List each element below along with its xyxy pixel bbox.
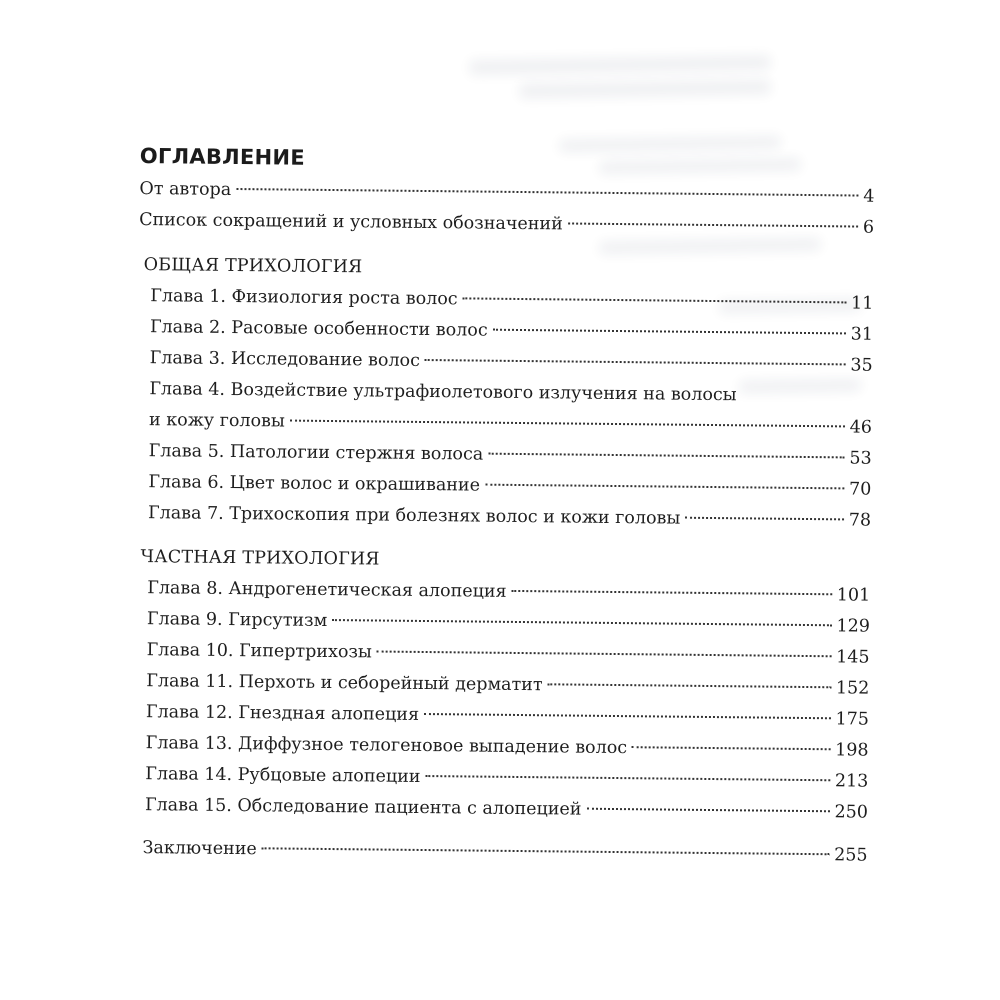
leader-dots <box>485 484 844 490</box>
toc-entry-label: Глава 8. Андрогенетическая алопеция <box>147 578 507 602</box>
toc-entry-page: 4 <box>863 186 875 207</box>
leader-dots <box>425 775 829 781</box>
leader-dots <box>587 808 830 813</box>
toc-entry-label: Глава 15. Обследование пациента с алопецией <box>144 795 582 820</box>
leader-dots <box>332 619 831 626</box>
toc-entry-label: Глава 4. Воздействие ультрафиолетового излучения на волосы <box>149 379 737 406</box>
leader-dots <box>425 359 845 365</box>
toc-entry-page: 31 <box>850 324 874 345</box>
toc-entry-page: 255 <box>834 845 868 866</box>
toc-entry-label: Глава 14. Рубцовые алопеции <box>145 764 421 787</box>
toc-entry-chapter-7[interactable] <box>136 498 871 537</box>
leader-dots <box>512 590 832 595</box>
toc-entry-page: 70 <box>848 479 872 500</box>
toc-entry-page: 152 <box>835 678 870 699</box>
toc-entry-label: Список сокращений и условных обозначений <box>139 209 563 235</box>
leader-dots <box>685 517 843 521</box>
leader-dots <box>632 746 830 750</box>
toc-entry-page: 46 <box>849 417 873 438</box>
toc-entry-page: 129 <box>836 616 871 637</box>
section-heading-specific: ЧАСТНАЯ ТРИХОЛОГИЯ <box>140 547 380 570</box>
toc-entry-page: 250 <box>834 802 869 823</box>
toc-entry-page: 145 <box>836 647 870 668</box>
leader-dots <box>424 713 831 719</box>
leader-dots <box>236 188 858 197</box>
toc-entry-page: 6 <box>862 217 875 238</box>
table-of-contents <box>132 138 875 872</box>
toc-entry-label: Глава 2. Расовые особенности волос <box>149 317 488 341</box>
toc-entry-conclusion[interactable] <box>132 833 867 872</box>
section-heading-general: ОБЩАЯ ТРИХОЛОГИЯ <box>143 255 363 278</box>
toc-entry-label: Глава 7. Трихоскопия при болезнях волос и кожи головы <box>147 503 681 529</box>
toc-entry-abbreviations[interactable] <box>139 205 874 244</box>
toc-entry-label: Глава 6. Цвет волос и окрашивание <box>148 472 481 496</box>
toc-entry-label: Глава 11. Перхоть и себорейный дерматит <box>146 671 543 696</box>
toc-entry-label-continued: и кожу головы <box>148 410 285 432</box>
toc-entry-page: 101 <box>836 585 871 606</box>
toc-entry-label: Глава 9. Гирсутизм <box>146 609 328 631</box>
toc-entry-page: 198 <box>835 740 869 761</box>
toc-entry-page: 11 <box>850 293 874 314</box>
leader-dots <box>290 420 845 428</box>
toc-entry-label: Глава 13. Диффузное телогеновое выпадение волос <box>145 733 628 759</box>
toc-entry-label: Глава 3. Исследование волос <box>149 348 421 371</box>
toc-entry-chapter-4[interactable] <box>137 374 873 444</box>
toc-title: ОГЛАВЛЕНИЕ <box>139 143 306 170</box>
leader-dots <box>493 329 846 335</box>
toc-entry-page: 53 <box>849 448 872 469</box>
leader-dots <box>262 847 829 855</box>
toc-entry-page: 213 <box>834 771 869 792</box>
toc-entry-label: Глава 1. Физиология роста волос <box>150 286 458 310</box>
toc-entry-page: 78 <box>848 510 872 531</box>
leader-dots <box>548 683 831 688</box>
toc-entry-label: Заключение <box>142 838 257 860</box>
toc-entry-label: Глава 12. Гнездная алопеция <box>145 702 420 725</box>
leader-dots <box>568 222 858 227</box>
toc-entry-label: От автора <box>139 178 232 200</box>
toc-entry-label: Глава 5. Патологии стержня волоса <box>148 441 484 465</box>
leader-dots <box>377 651 831 658</box>
toc-entry-page: 35 <box>850 355 873 376</box>
toc-entry-page: 175 <box>835 709 870 730</box>
toc-entry-label: Глава 10. Гипертрихозы <box>146 640 373 663</box>
leader-dots <box>463 297 846 303</box>
leader-dots <box>488 453 844 459</box>
